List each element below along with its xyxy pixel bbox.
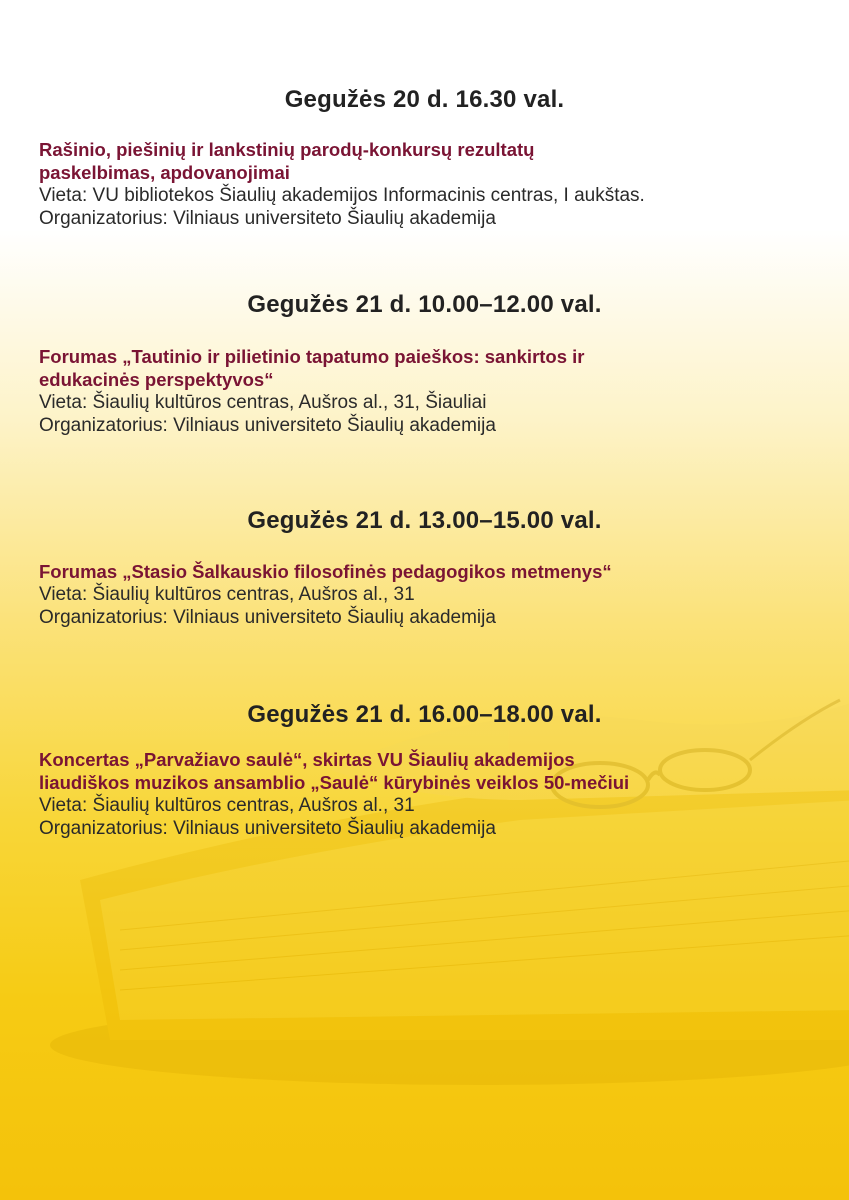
event-date: Gegužės 20 d. 16.30 val.	[284, 86, 565, 113]
event-title-line: edukacinės perspektyvos“	[39, 369, 274, 390]
event-organizer: Organizatorius: Vilniaus universiteto Šiaulių akademija	[39, 818, 496, 839]
event-title-line: paskelbimas, apdovanojimai	[39, 162, 290, 183]
event-organizer: Organizatorius: Vilniaus universiteto Šiaulių akademija	[39, 415, 496, 436]
event-date: Gegužės 21 d. 13.00–15.00 val.	[247, 507, 602, 534]
event-venue: Vieta: Šiaulių kultūros centras, Aušros al., 31, Šiauliai	[39, 392, 487, 413]
event-title-line: liaudiškos muzikos ansamblio „Saulė“ kūrybinės veiklos 50-mečiui	[39, 772, 630, 793]
event-venue: Vieta: Šiaulių kultūros centras, Aušros al., 31	[39, 584, 415, 605]
event-title-line: Koncertas „Parvažiavo saulė“, skirtas VU Šiaulių akademijos	[39, 749, 575, 770]
event-date: Gegužės 21 d. 10.00–12.00 val.	[247, 291, 602, 318]
event-title-line: Forumas „Stasio Šalkauskio filosofinės pedagogikos metmenys“	[39, 561, 612, 582]
event-venue: Vieta: VU bibliotekos Šiaulių akademijos Informacinis centras, I aukštas.	[39, 185, 645, 206]
event-date: Gegužės 21 d. 16.00–18.00 val.	[247, 701, 602, 728]
event-organizer: Organizatorius: Vilniaus universiteto Šiaulių akademija	[39, 208, 496, 229]
event-organizer: Organizatorius: Vilniaus universiteto Šiaulių akademija	[39, 607, 496, 628]
event-title-line: Rašinio, piešinių ir lankstinių parodų-konkursų rezultatų	[39, 139, 535, 160]
event-title-line: Forumas „Tautinio ir pilietinio tapatumo paieškos: sankirtos ir	[39, 346, 585, 367]
event-venue: Vieta: Šiaulių kultūros centras, Aušros al., 31	[39, 795, 415, 816]
